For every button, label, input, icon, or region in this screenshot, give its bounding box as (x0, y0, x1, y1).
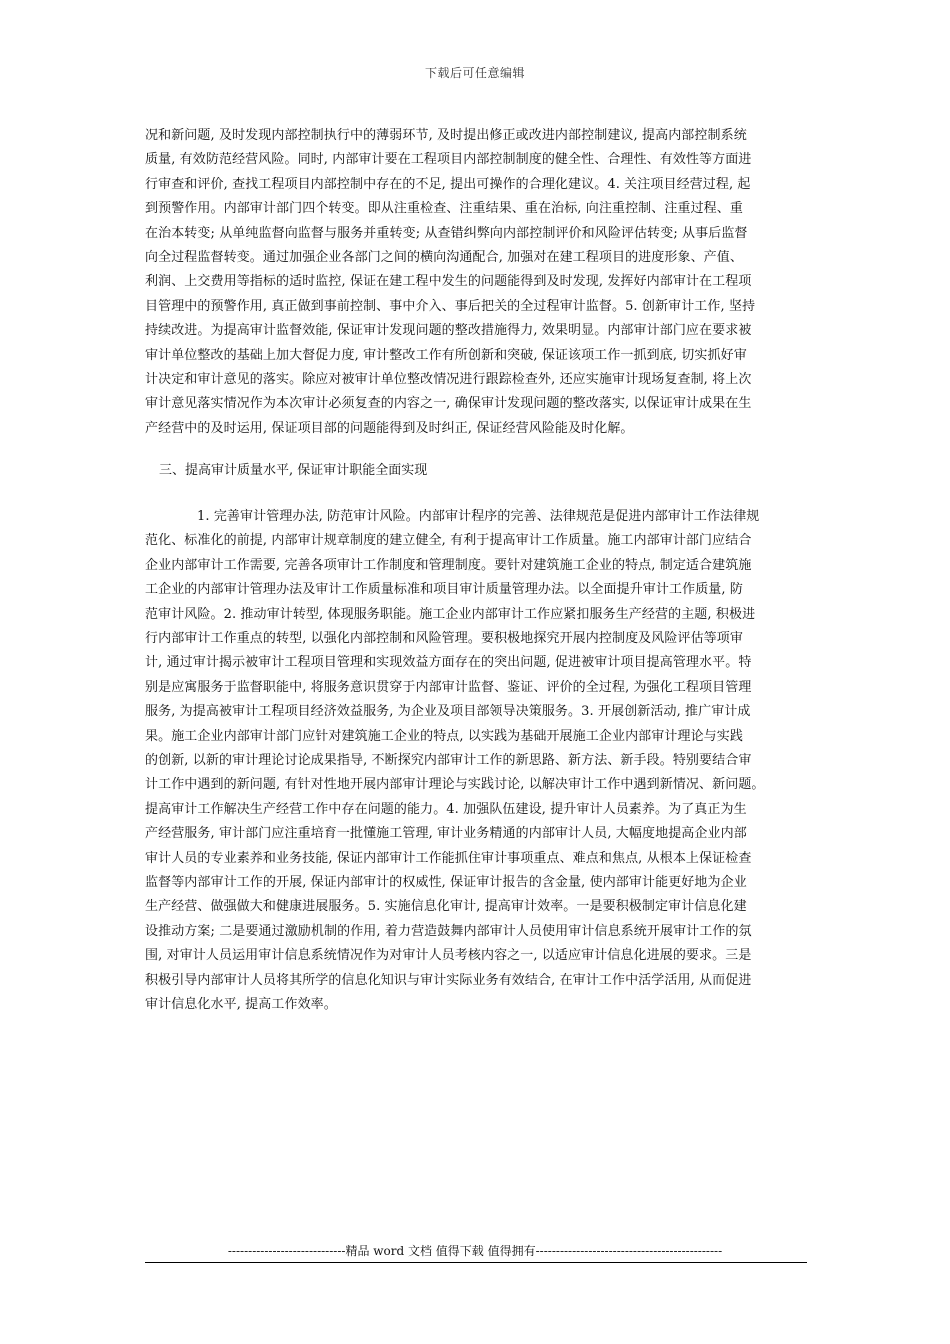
paragraph-continuation (145, 124, 810, 441)
text-line: 审计意见落实情况作为本次审计必须复查的内容之一, 确保审计发现问题的整改落实, 以保证审计成果在生 (145, 396, 752, 412)
footer-rule (145, 1262, 807, 1263)
page-footer: -----------------------------精品 word 文档 值得下载 值得拥有---------------------------------------------- (227, 1244, 723, 1258)
page-header: 下载后可任意编辑 (424, 66, 525, 80)
text-line: 向全过程监督转变。通过加强企业各部门之间的横向沟通配合, 加强对在建工程项目的进度形象、产值、 (145, 249, 743, 265)
text-line: 工企业的内部审计管理办法及审计工作质量标准和项目审计质量管理办法。以全面提升审计工作质量, 防 (145, 582, 743, 598)
section-heading: 三、提高审计质量水平, 保证审计职能全面实现 (159, 463, 428, 479)
text-line: 计, 通过审计揭示被审计工程项目管理和实现效益方面存在的突出问题, 促进被审计项目提高管理水平。特 (145, 655, 752, 671)
text-line: 服务, 为提高被审计工程项目经济效益服务, 为企业及项目部领导决策服务。3. 开展创新活动, 推广审计成 (145, 704, 751, 720)
text-line-first: 1. 完善审计管理办法, 防范审计风险。内部审计程序的完善、法律规范是促进内部审计工作法律规 (197, 509, 760, 525)
text-line: 产经营中的及时运用, 保证项目部的问题能得到及时纠正, 保证经营风险能及时化解。 (145, 420, 634, 436)
text-line: 别是应寓服务于监督职能中, 将服务意识贯穿于内部审计监督、鉴证、评价的全过程, 为强化工程项目管理 (145, 679, 752, 695)
text-line: 在治本转变; 从单纯监督向监督与服务并重转变; 从查错纠弊向内部控制评价和风险评估转变; 从事后监督 (145, 225, 748, 241)
text-line: 设推动方案; 二是要通过激励机制的作用, 着力营造鼓舞内部审计人员使用审计信息系统开展审计工作的氛 (145, 923, 752, 939)
text-line: 的创新, 以新的审计理论讨论成果指导, 不断探究内部审计工作的新思路、新方法、新手段。特别要结合审 (145, 752, 752, 768)
text-line: 围, 对审计人员运用审计信息系统情况作为对审计人员考核内容之一, 以适应审计信息化进展的要求。三是 (145, 948, 752, 964)
text-line: 行审查和评价, 查找工程项目内部控制中存在的不足, 提出可操作的合理化建议。4. 关注项目经营过程, 起 (145, 176, 751, 192)
text-line: 目管理中的预警作用, 真正做到事前控制、事中介入、事后把关的全过程审计监督。5. 创新审计工作, 坚持 (145, 298, 756, 314)
text-line: 况和新问题, 及时发现内部控制执行中的薄弱环节, 及时提出修正或改进内部控制建议, 提高内部控制系统 (145, 128, 747, 143)
document-body (145, 124, 810, 1017)
text-line: 审计信息化水平, 提高工作效率。 (145, 996, 337, 1012)
text-line: 利润、上交费用等指标的适时监控, 保证在建工程中发生的问题能得到及时发现, 发挥好内部审计在工程项 (145, 274, 752, 290)
text-line: 范化、标准化的前提, 内部审计规章制度的建立健全, 有利于提高审计工作质量。施工内部审计部门应结合 (145, 533, 752, 549)
text-line: 监督等内部审计工作的开展, 保证内部审计的权威性, 保证审计报告的含金量, 使内部审计能更好地为企业 (145, 874, 747, 890)
paragraph-section-three (145, 505, 810, 1017)
text-line: 持续改进。为提高审计监督效能, 保证审计发现问题的整改措施得力, 效果明显。内部审计部门应在要求被 (145, 323, 752, 339)
text-line: 范审计风险。2. 推动审计转型, 体现服务职能。施工企业内部审计工作应紧扣服务生产经营的主题, 积极进 (145, 606, 756, 622)
text-line: 到预警作用。内部审计部门四个转变。即从注重检查、注重结果、重在治标, 向注重控制、注重过程、重 (145, 201, 743, 217)
text-line: 生产经营、做强做大和健康进展服务。5. 实施信息化审计, 提高审计效率。一是要积极制定审计信息化建 (145, 899, 747, 915)
text-line: 果。施工企业内部审计部门应针对建筑施工企业的特点, 以实践为基础开展施工企业内部审计理论与实践 (145, 728, 743, 744)
text-line: 计工作中遇到的新问题, 有针对性地开展内部审计理论与实践讨论, 以解决审计工作中遇到新情况、新问题。 (145, 777, 765, 793)
text-line: 积极引导内部审计人员将其所学的信息化知识与审计实际业务有效结合, 在审计工作中活学活用, 从而促进 (145, 972, 752, 988)
text-line: 计决定和审计意见的落实。除应对被审计单位整改情况进行跟踪检查外, 还应实施审计现场复查制, 将上次 (145, 371, 752, 387)
text-line: 提高审计工作解决生产经营工作中存在问题的能力。4. 加强队伍建设, 提升审计人员素养。为了真正为生 (145, 801, 747, 817)
text-line: 企业内部审计工作需要, 完善各项审计工作制度和管理制度。要针对建筑施工企业的特点, 制定适合建筑施 (145, 557, 752, 573)
text-line: 行内部审计工作重点的转型, 以强化内部控制和风险管理。要积极地探究开展内控制度及风险评估等项审 (145, 631, 743, 647)
text-line: 产经营服务, 审计部门应注重培育一批懂施工管理, 审计业务精通的内部审计人员, 大幅度地提高企业内部 (145, 826, 747, 842)
text-line: 质量, 有效防范经营风险。同时, 内部审计要在工程项目内部控制制度的健全性、合理性、有效性等方面进 (145, 152, 752, 168)
text-line: 审计单位整改的基础上加大督促力度, 审计整改工作有所创新和突破, 保证该项工作一抓到底, 切实抓好审 (145, 347, 747, 363)
text-line: 审计人员的专业素养和业务技能, 保证内部审计工作能抓住审计事项重点、难点和焦点, 从根本上保证检查 (145, 850, 752, 866)
